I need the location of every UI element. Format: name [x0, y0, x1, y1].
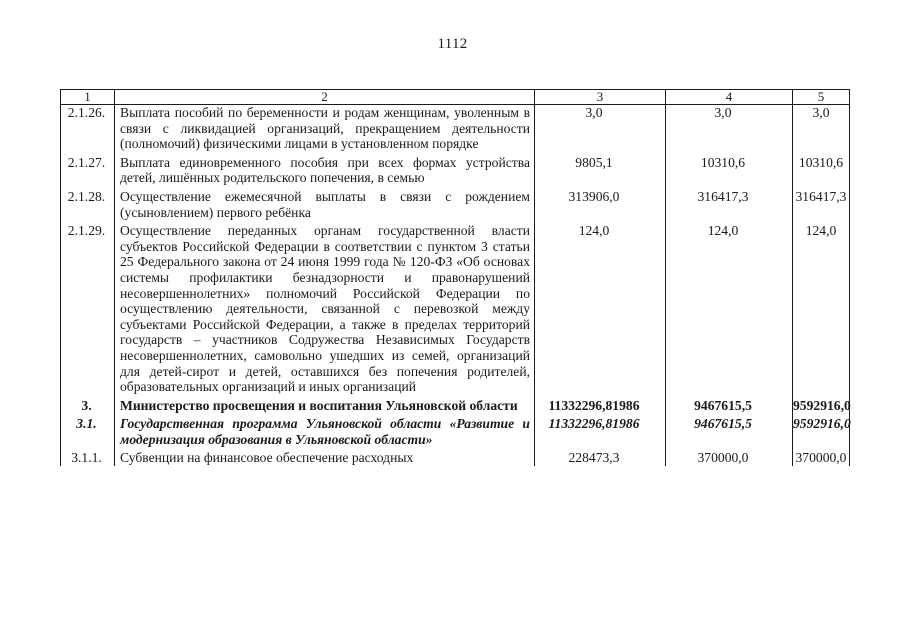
- row-description: Выплата единовременного пособия при всех формах устройства детей, лишённых родительского попечения, в семью: [115, 155, 535, 186]
- row-description: Субвенции на финансовое обеспечение расходных: [115, 450, 535, 466]
- row-value-col5: 3,0: [793, 105, 850, 152]
- row-value-col3: 228473,3: [535, 450, 666, 466]
- row-value-col5: 9592916,0: [793, 416, 850, 447]
- table-row: [61, 189, 850, 220]
- row-value-col3: 313906,0: [535, 189, 666, 220]
- row-description: Осуществление ежемесячной выплаты в связи с рождением (усыновлением) первого ребёнка: [115, 189, 535, 220]
- row-value-col4: 316417,3: [666, 189, 793, 220]
- row-value-col5: 124,0: [793, 223, 850, 395]
- row-value-col4: 9467615,5: [666, 416, 793, 447]
- row-value-col5: 370000,0: [793, 450, 850, 466]
- row-value-col3: 124,0: [535, 223, 666, 395]
- row-code: 2.1.26.: [61, 105, 115, 152]
- row-code: 2.1.28.: [61, 189, 115, 220]
- page-number: 1112: [437, 36, 468, 52]
- row-value-col4: 3,0: [666, 105, 793, 152]
- row-description: Государственная программа Ульяновской области «Развитие и модернизация образования в Ульяновской области»: [115, 416, 535, 447]
- column-header: 1: [61, 90, 115, 105]
- row-description: Министерство просвещения и воспитания Ульяновской области: [115, 398, 535, 414]
- column-header: 4: [666, 90, 793, 105]
- row-value-col3: 9805,1: [535, 155, 666, 186]
- row-value-col4: 10310,6: [666, 155, 793, 186]
- row-value-col5: 9592916,0: [793, 397, 851, 413]
- row-value-col4: 124,0: [666, 223, 793, 395]
- table-header-row: [61, 90, 850, 105]
- row-value-col4: 370000,0: [666, 450, 793, 466]
- row-value-col5: 316417,3: [793, 189, 850, 220]
- table-row: [61, 105, 850, 152]
- row-value-col4: 9467615,5: [666, 398, 793, 414]
- row-value-col5: 10310,6: [793, 155, 850, 186]
- row-code: 3.1.1.: [61, 450, 115, 466]
- table-row: [61, 223, 850, 395]
- row-description: Выплата пособий по беременности и родам женщинам, уволенным в связи с ликвидацией организаций, прекращением деятельности (полномочий) физическими лицами в установленном порядке: [115, 105, 535, 152]
- row-code: 2.1.29.: [61, 223, 115, 395]
- row-description: Осуществление переданных органам государственной власти субъектов Российской Федерации в соответствии с пунктом 3 статьи 25 Федерального закона от 24 июня 1999 года № 120-ФЗ «Об основах системы профилактики безнадзорности и правонарушений несовершеннолетних» полномочий Российской Федерации по осуществлению деятельности, связанной с перевозкой между субъектами Российской Федерации, а также в пределах территорий государств – участников Содружества Независимых Государств несовершеннолетних, самовольно ушедших из семей, организаций для детей-сирот и детей, оставшихся без попечения родителей, образовательных организаций и иных организаций: [115, 223, 535, 395]
- column-header: 2: [115, 90, 535, 105]
- column-header: 5: [793, 90, 850, 105]
- row-value-col3: 11332296,81986: [535, 416, 666, 447]
- row-code: 3.: [61, 398, 115, 414]
- table-row: [61, 450, 850, 466]
- column-header: 3: [535, 90, 666, 105]
- table-row-ministry: [61, 398, 850, 414]
- budget-table: [60, 89, 850, 466]
- table-row: [61, 155, 850, 186]
- row-value-col3: 3,0: [535, 105, 666, 152]
- row-code: 2.1.27.: [61, 155, 115, 186]
- row-code: 3.1.: [61, 416, 115, 447]
- table-row-program: [61, 416, 850, 447]
- row-value-col3: 11332296,81986: [535, 398, 666, 414]
